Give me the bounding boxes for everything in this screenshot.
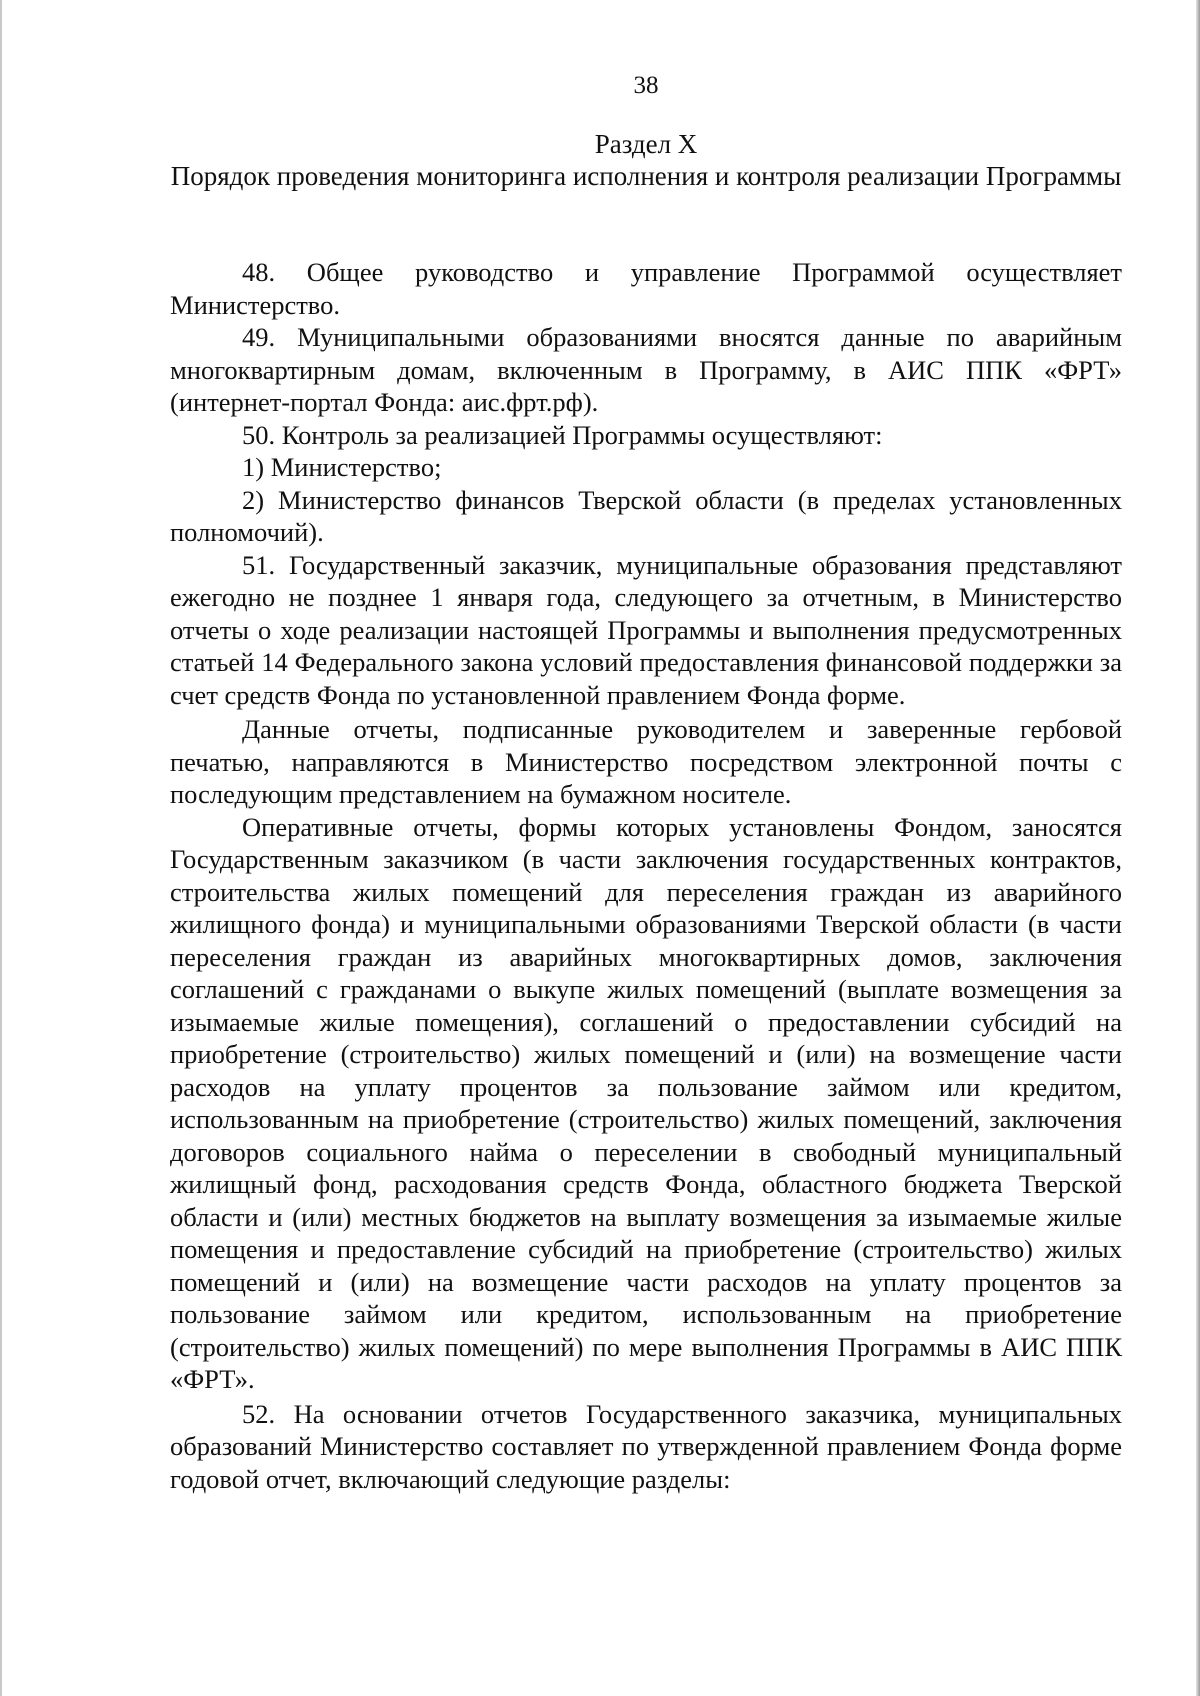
paragraph-52: 52. На основании отчетов Государственного заказчика, муниципальных образований Министерство составляет по утвержденной правлением Фонда форме годовой отчет, включающий следующие разделы: — [170, 1398, 1122, 1494]
list-item-1: 1) Министерство; — [242, 452, 442, 482]
section-title: Раздел X — [594, 129, 698, 159]
paragraph-reports-signed: Данные отчеты, подписанные руководителем и заверенные гербовой печатью, направляются в Министерство посредством электронной почты с последующим представлением на бумажном носителе. — [170, 714, 1122, 809]
page-left-edge — [0, 0, 2, 1696]
section-subtitle: Порядок проведения мониторинга исполнения и контроля реализации Программы — [170, 161, 1122, 191]
paragraph-48: 48. Общее руководство и управление Программой осуществляет Министерство. — [170, 257, 1122, 320]
list-item-2: 2) Министерство финансов Тверской области (в пределах установленных полномочий). — [170, 484, 1122, 547]
paragraph-operative-reports: Оперативные отчеты, формы которых установлены Фондом, заносятся Государственным заказчиком (в части заключения государственных контрактов, строительства жилых помещений для переселения граждан из аварийного жилищного фонда) и муниципальными образованиями Тверской области (в части переселения граждан из аварийных многоквартирных домов, заключения соглашений с гражданами о выкупе жилых помещений (выплате возмещения за изымаемые жилые помещения), соглашений о предоставлении субсидий на приобретение (строительство) жилых помещений и (или) на возмещение части расходов на уплату процентов за пользование займом или кредитом, использованным на приобретение (строительство) жилых помещений, заключения договоров социального найма о переселении в свободный муниципальный жилищный фонд, расходования средств Фонда, областного бюджета Тверской области и (или) местных бюджетов на выплату возмещения за изымаемые жилые помещения и предоставление субсидий на приобретение (строительство) жилых помещений и (или) на возмещение части расходов на уплату процентов за пользование займом или кредитом, использованным на приобретение (строительство) жилых помещений) по мере выполнения Программы в АИС ППК «ФРТ». — [170, 811, 1122, 1394]
page-right-edge — [1196, 0, 1200, 1696]
section-header — [170, 128, 1122, 192]
paragraph-50: 50. Контроль за реализацией Программы осуществляют: — [242, 419, 883, 450]
page-number: 38 — [633, 72, 659, 99]
document-body — [170, 256, 1122, 1495]
paragraph-51: 51. Государственный заказчик, муниципальные образования представляют ежегодно не позднее 1 января года, следующего за отчетным, в Министерство отчеты о ходе реализации настоящей Программы и выполнения предусмотренных статьей 14 Федерального закона условий предоставления финансовой поддержки за счет средств Фонда по установленной правлением Фонда форме. — [170, 549, 1122, 710]
paragraph-49: 49. Муниципальными образованиями вносятся данные по аварийным многоквартирным домам, включенным в Программу, в АИС ППК «ФРТ» (интернет-портал Фонда: аис.фрт.рф). — [170, 322, 1122, 417]
